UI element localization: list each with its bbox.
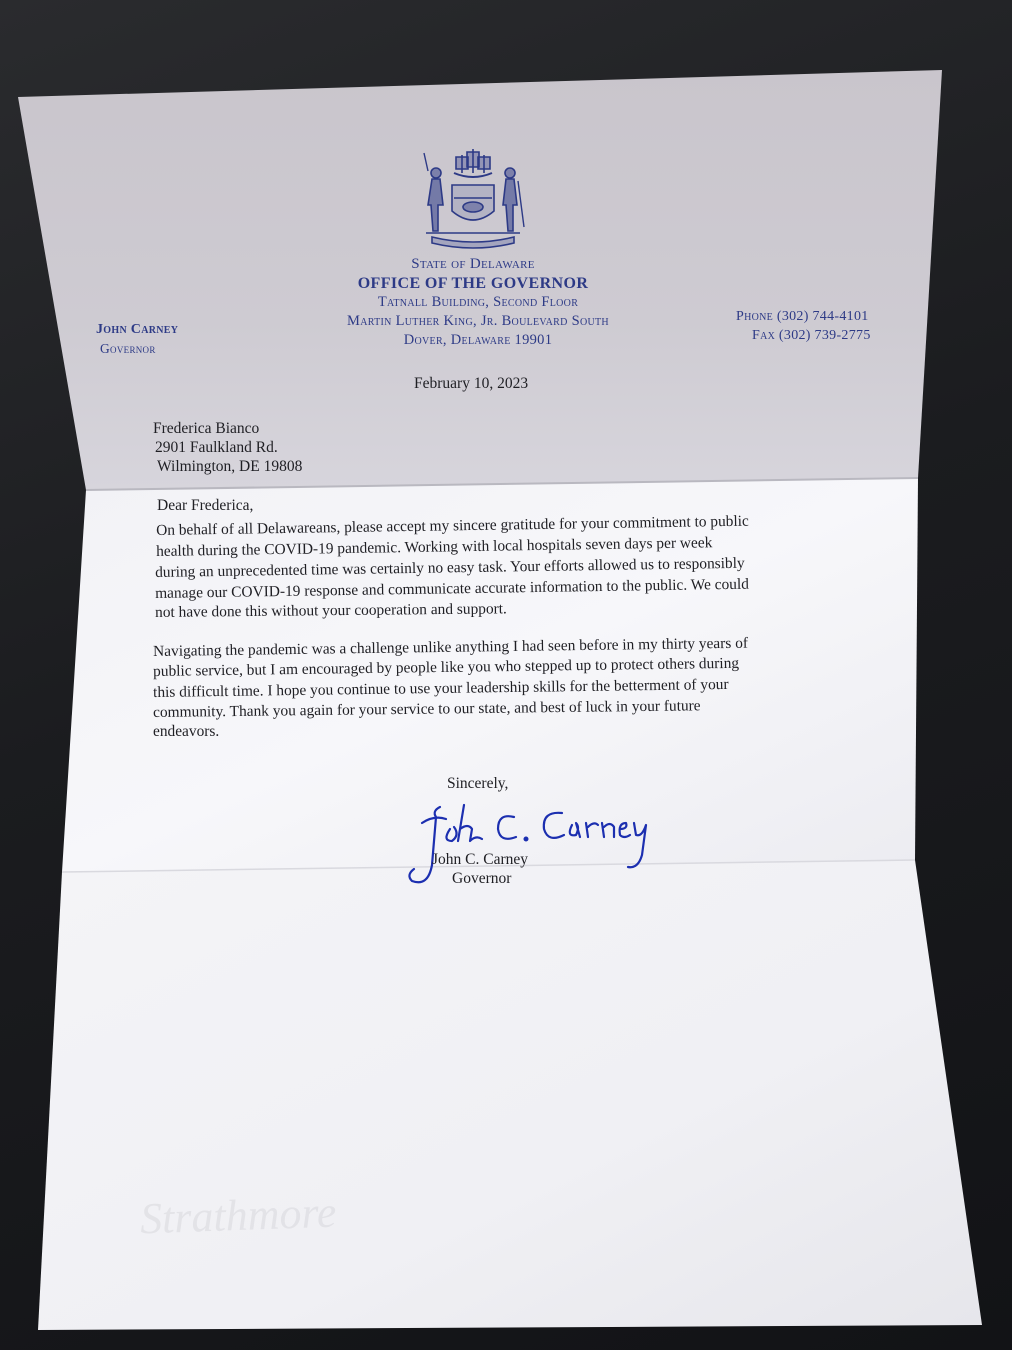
letterhead-city: Dover, Delaware 19901 xyxy=(403,332,553,348)
paragraph-1-line: health during the COVID-19 pandemic. Working with local hospitals seven days per week xyxy=(156,534,713,560)
phone-number: Phone (302) 744-4101 xyxy=(736,309,869,324)
signer-name: John C. Carney xyxy=(432,851,529,868)
letterhead-building: Tatnall Building, Second Floor xyxy=(377,294,579,310)
letterhead-office: OFFICE OF THE GOVERNOR xyxy=(357,275,589,292)
governor-title: Governor xyxy=(100,341,156,356)
paragraph-2-line: community. Thank you again for your service to our state, and best of luck in your future xyxy=(153,697,701,721)
closing: Sincerely, xyxy=(447,775,509,792)
delaware-seal-icon xyxy=(418,143,528,251)
paragraph-2-line: endeavors. xyxy=(153,723,220,740)
signer-title: Governor xyxy=(452,870,512,887)
recipient-city: Wilmington, DE 19808 xyxy=(157,458,303,475)
recipient-name: Frederica Bianco xyxy=(153,420,260,437)
paragraph-1-line: during an unprecedented time was certainly no easy task. Your efforts allowed us to responsibly xyxy=(155,554,745,581)
recipient-street: 2901 Faulkland Rd. xyxy=(155,439,278,456)
paper-watermark: Strathmore xyxy=(139,1187,338,1244)
paragraph-2-line: this difficult time. I hope you continue to use your leadership skills for the betterment of your xyxy=(153,675,729,701)
salutation: Dear Frederica, xyxy=(157,497,254,514)
paragraph-2-line: public service, but I am encouraged by people like you who stepped up to protect others during xyxy=(153,654,740,680)
paragraph-1-line: not have done this without your cooperation and support. xyxy=(155,600,507,621)
paragraph-1-line: manage our COVID-19 response and communicate accurate information to the public. We could xyxy=(155,575,750,602)
paragraph-1-line: On behalf of all Delawareans, please accept my sincere gratitude for your commitment to public xyxy=(156,512,749,539)
letterhead-street: Martin Luther King, Jr. Boulevard South xyxy=(347,313,609,329)
governor-name: John Carney xyxy=(96,322,179,337)
paragraph-2-line: Navigating the pandemic was a challenge unlike anything I had seen before in my thirty years of xyxy=(153,634,749,660)
handwritten-signature xyxy=(402,795,660,895)
letterhead-state: State of Delaware xyxy=(411,256,535,272)
fax-number: Fax (302) 739-2775 xyxy=(752,328,871,343)
letter-date: February 10, 2023 xyxy=(414,375,529,392)
